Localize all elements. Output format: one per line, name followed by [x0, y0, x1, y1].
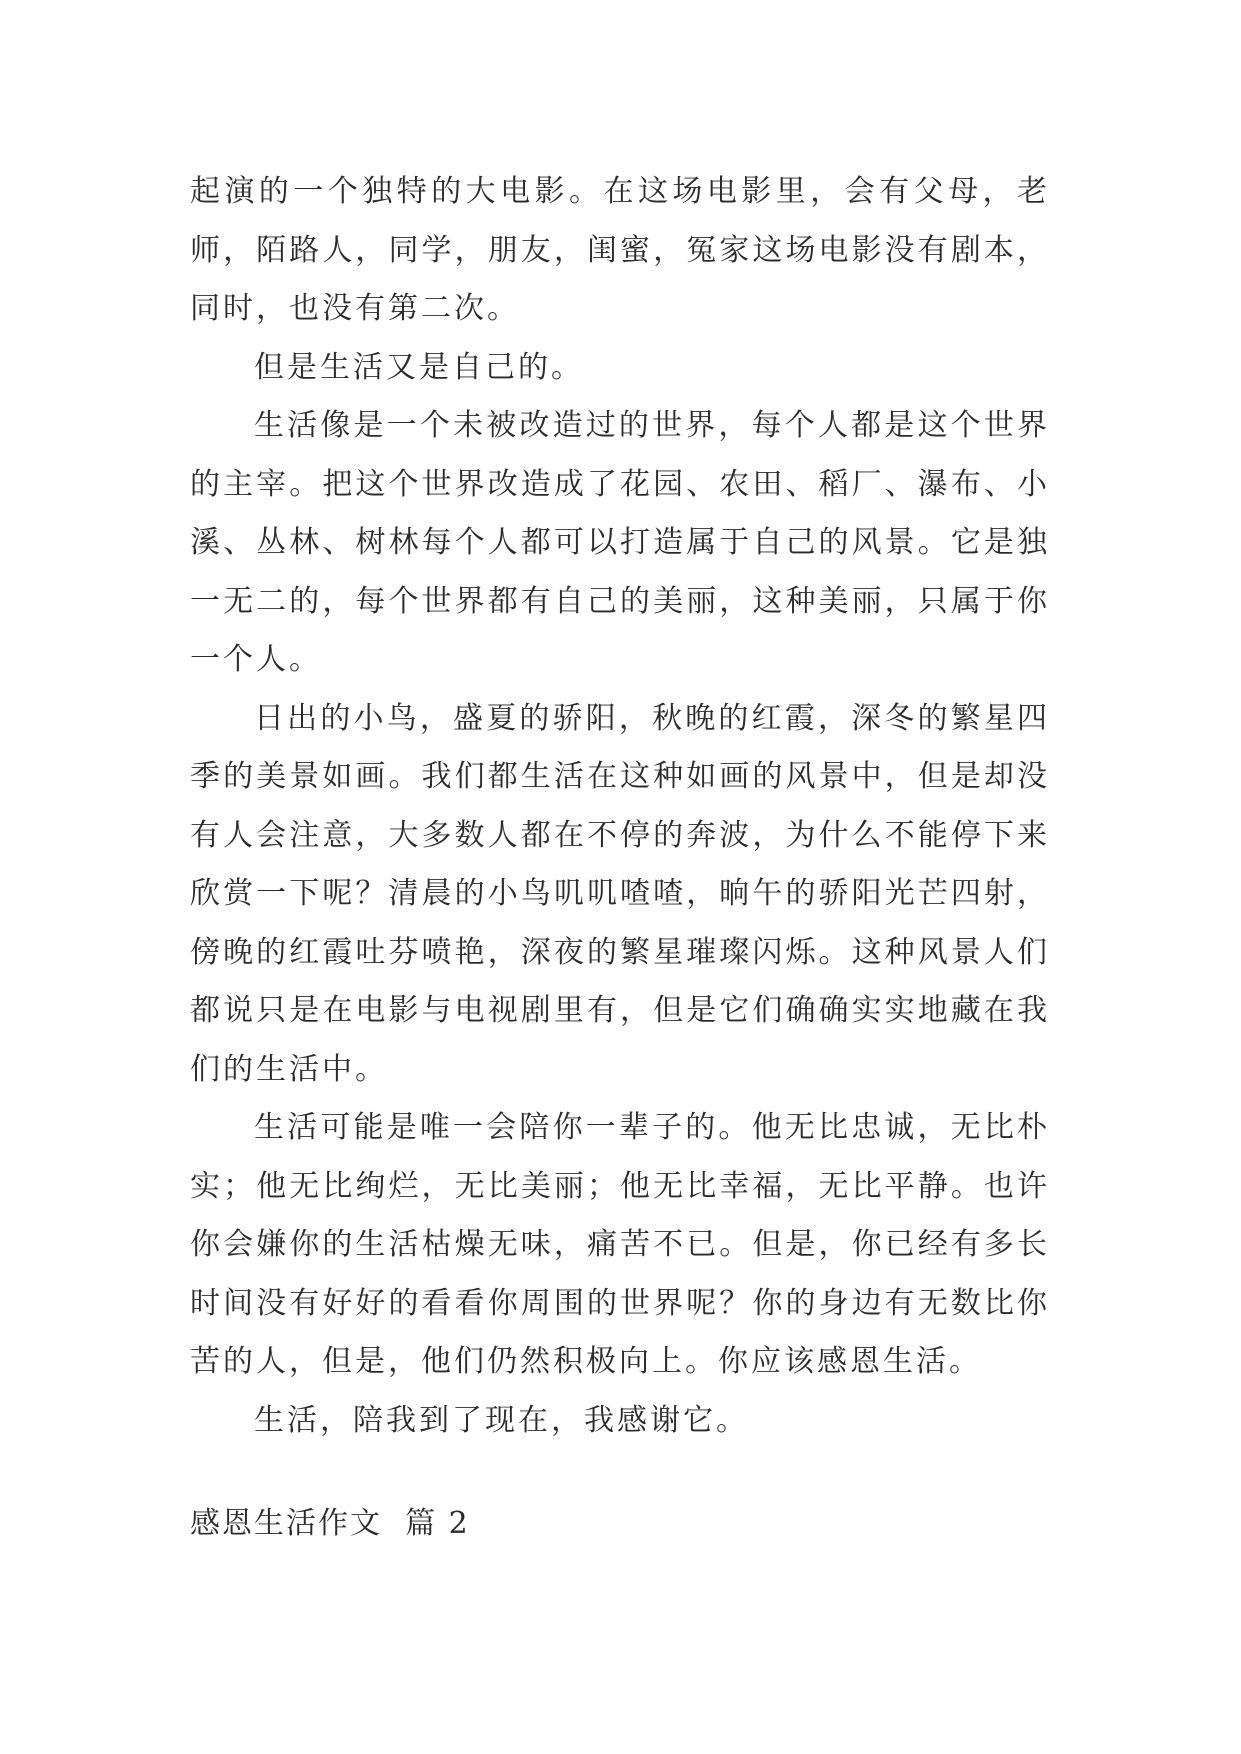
paragraph: 生活像是一个未被改造过的世界，每个人都是这个世界的主宰。把这个世界改造成了花园、农田、稻厂、瀑布、小溪、丛林、树林每个人都可以打造属于自己的风景。它是独一无二的，每个世界都有自己的美丽，这种美丽，只属于你一个人。 — [190, 408, 1050, 677]
section-heading: 感恩生活作文 篇 2 — [190, 1506, 470, 1541]
paragraph: 生活可能是唯一会陪你一辈子的。他无比忠诚，无比朴实；他无比绚烂，无比美丽；他无比幸福，无比平静。也许你会嫌你的生活枯燥无味，痛苦不已。但是，你已经有多长时间没有好好的看看你周围的世界呢？你的身边有无数比你苦的人，但是，他们仍然积极向上。你应该感恩生活。 — [190, 1110, 1050, 1379]
paragraph-continuation: 起演的一个独特的大电影。在这场电影里，会有父母，老师，陌路人，同学，朋友，闺蜜，冤家这场电影没有剧本，同时，也没有第二次。 — [190, 174, 1050, 326]
paragraph: 但是生活又是自己的。 — [254, 349, 584, 385]
paragraph: 生活，陪我到了现在，我感谢它。 — [254, 1402, 749, 1438]
article-body — [190, 163, 1050, 1450]
paragraph: 日出的小鸟，盛夏的骄阳，秋晚的红霞，深冬的繁星四季的美景如画。我们都生活在这种如画的风景中，但是却没有人会注意，大多数人都在不停的奔波，为什么不能停下来欣赏一下呢？清晨的小鸟叽叽喳喳，晌午的骄阳光芒四射，傍晚的红霞吐芬喷艳，深夜的繁星璀璨闪烁。这种风景人们都说只是在电影与电视剧里有，但是它们确确实实地藏在我们的生活中。 — [190, 700, 1050, 1087]
